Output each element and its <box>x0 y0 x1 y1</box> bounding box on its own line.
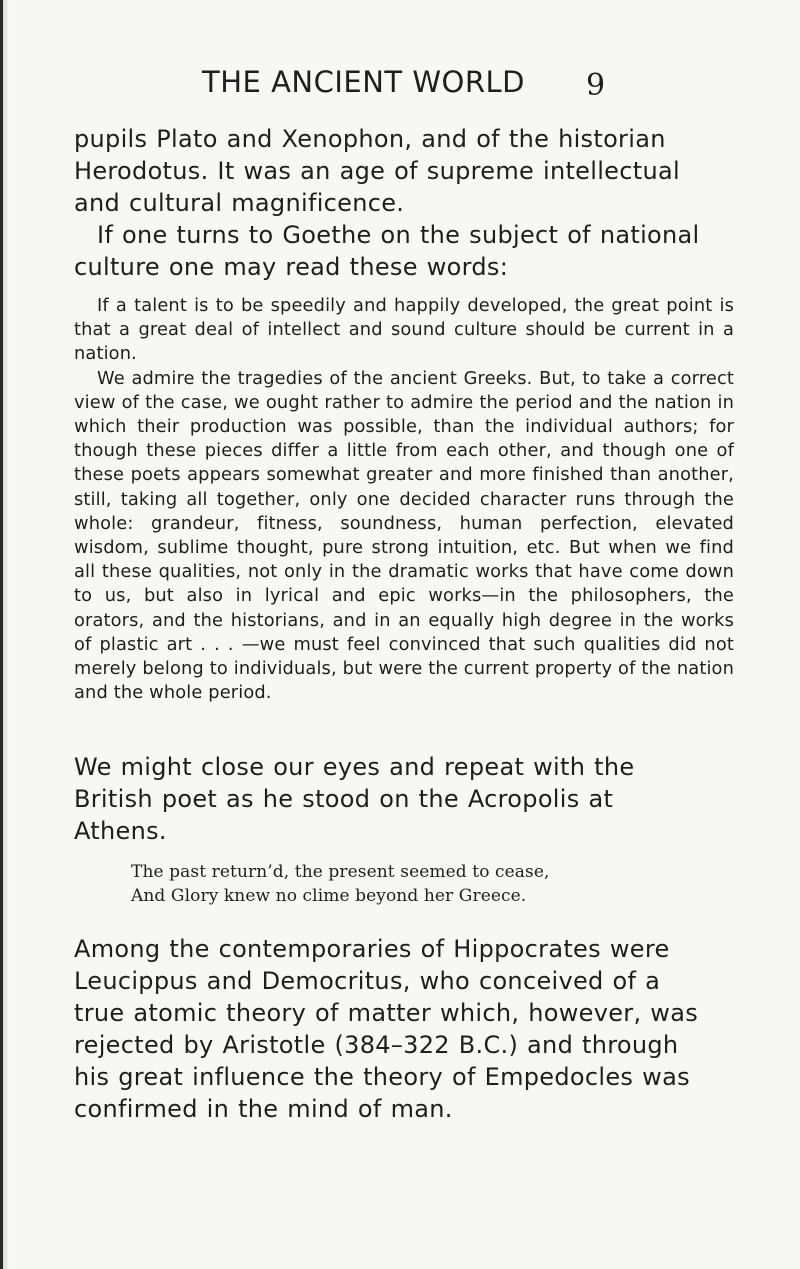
paragraph-line: Herodotus. It was an age of supreme intellectual <box>74 157 680 185</box>
paragraph-line: Leucippus and Democritus, who conceived of a <box>74 967 661 995</box>
paragraph-line: We might close our eyes and repeat with the <box>74 753 635 781</box>
paragraph-line: and cultural magnificence. <box>74 189 405 217</box>
paragraph-line: If one turns to Goethe on the subject of national <box>97 221 700 249</box>
page-gutter-shadow <box>3 0 9 1269</box>
paragraph-1 <box>74 123 734 219</box>
paragraph-line: his great influence the theory of Empedocles was <box>74 1063 690 1091</box>
paragraph-line: Among the contemporaries of Hippocrates were <box>74 935 670 963</box>
paragraph-3 <box>74 751 734 847</box>
running-title: THE ANCIENT WORLD <box>202 65 525 99</box>
paragraph-line: British poet as he stood on the Acropolis at <box>74 785 614 813</box>
verse-quote <box>131 860 691 908</box>
paragraph-4 <box>74 933 734 1125</box>
paragraph-2 <box>74 219 734 283</box>
quote-paragraph-1: If a talent is to be speedily and happily developed, the great point is that a great deal of intellect and sound culture should be current in a nation. <box>74 295 734 365</box>
paragraph-line: pupils Plato and Xenophon, and of the historian <box>74 125 666 153</box>
paragraph-line: rejected by Aristotle (384–322 B.C.) and through <box>74 1031 679 1059</box>
paragraph-line: confirmed in the mind of man. <box>74 1095 453 1123</box>
running-head <box>0 64 800 104</box>
paragraph-line: culture one may read these words: <box>74 253 509 281</box>
verse-line: And Glory knew no clime beyond her Greece. <box>131 886 527 906</box>
paragraph-line: true atomic theory of matter which, however, was <box>74 999 699 1027</box>
paragraph-line: Athens. <box>74 817 167 845</box>
block-quote <box>74 294 734 705</box>
verse-line: The past return’d, the present seemed to cease, <box>131 862 550 882</box>
page-number: 9 <box>586 68 606 103</box>
quote-paragraph-2: We admire the tragedies of the ancient Greeks. But, to take a correct view of the case, we ought rather to admire the period and the nation in which their production was possible, than the individual authors; for though these pieces differ a little from each other, and though one of these poets appears somewhat greater and more finished than another, still, taking all together, only one decided character runs through the whole: grandeur, fitness, soundness, human perfection, elevated wisdom, sublime thought, pure strong intuition, etc. But when we find all these qualities, not only in the dramatic works that have come down to us, but also in lyrical and epic works—in the philosophers, the orators, and the historians, and in an equally high degree in the works of plastic art . . . —we must feel convinced that such qualities did not merely belong to individuals, but were the current property of the nation and the whole period. <box>74 367 734 704</box>
